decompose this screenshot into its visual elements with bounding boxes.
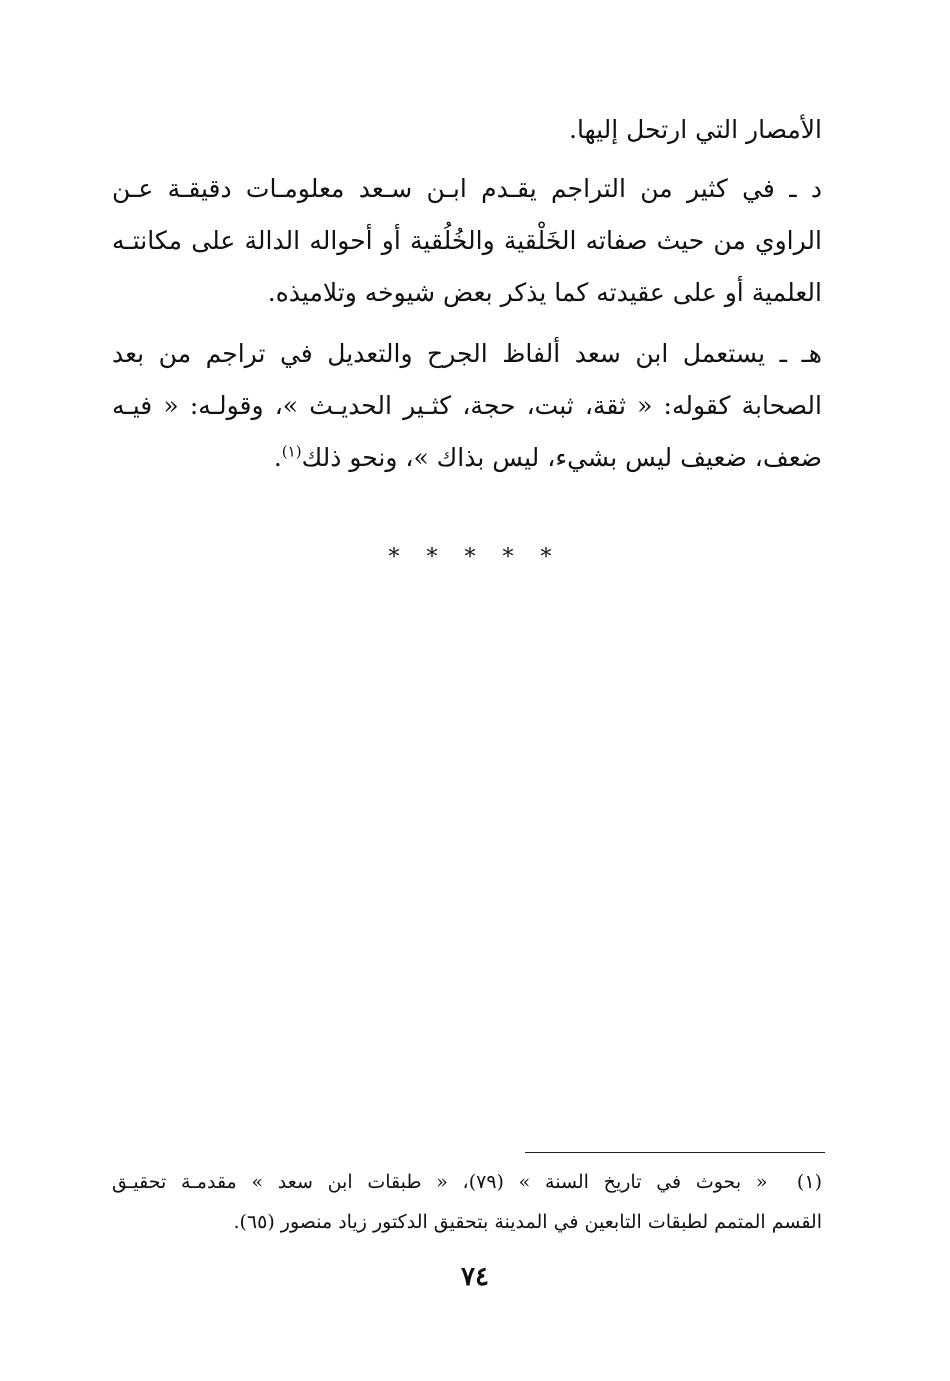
footnote-marker: (١)	[796, 1171, 822, 1193]
footnote-line: القسم المتمم لطبقات التابعين في المدينة بتحقيق الدكتور زياد منصور (٦٥).	[233, 1211, 822, 1233]
text-fragment: ضعف، ضعيف ليس بشيء، ليس بذاك »، ونحو ذلك	[301, 443, 822, 472]
footnote-line	[112, 1162, 822, 1202]
text-line: العلمية أو على عقيدته كما يذكر بعض شيوخه وتلاميذه.	[267, 278, 822, 307]
footnote-text: « بحوث في تاريخ السنة » (٧٩)، « طبقات ابن سعد » مقدمـة تحقيـق	[112, 1171, 768, 1193]
footnote-divider	[525, 1152, 825, 1153]
paragraph-intro	[112, 104, 822, 156]
text-line: هـ ـ يستعمل ابن سعد ألفاظ الجرح والتعديل في تراجم من بعد	[112, 339, 822, 368]
footnote-reference[interactable]: (١)	[281, 442, 302, 461]
text-line: الراوي من حيث صفاته الخَلْقية والخُلُقية أو أحواله الدالة على مكانتـه	[112, 226, 822, 255]
paragraph-h	[112, 328, 822, 484]
text-line-with-footnote	[112, 432, 822, 484]
page-number: ٧٤	[461, 1262, 489, 1292]
paragraph-d	[112, 163, 822, 319]
section-separator: * * * * *	[388, 545, 562, 570]
text-line: الصحابة كقوله: « ثقة، ثبت، حجة، كثـير الحديـث »، وقولـه: « فيـه	[112, 391, 822, 420]
footnotes	[112, 1162, 822, 1242]
text-fragment: .	[273, 443, 282, 472]
text-line: الأمصار التي ارتحل إليها.	[569, 115, 822, 144]
text-line: د ـ في كثير من التراجم يقـدم ابـن سـعد معلومـات دقيقـة عـن	[112, 174, 822, 203]
